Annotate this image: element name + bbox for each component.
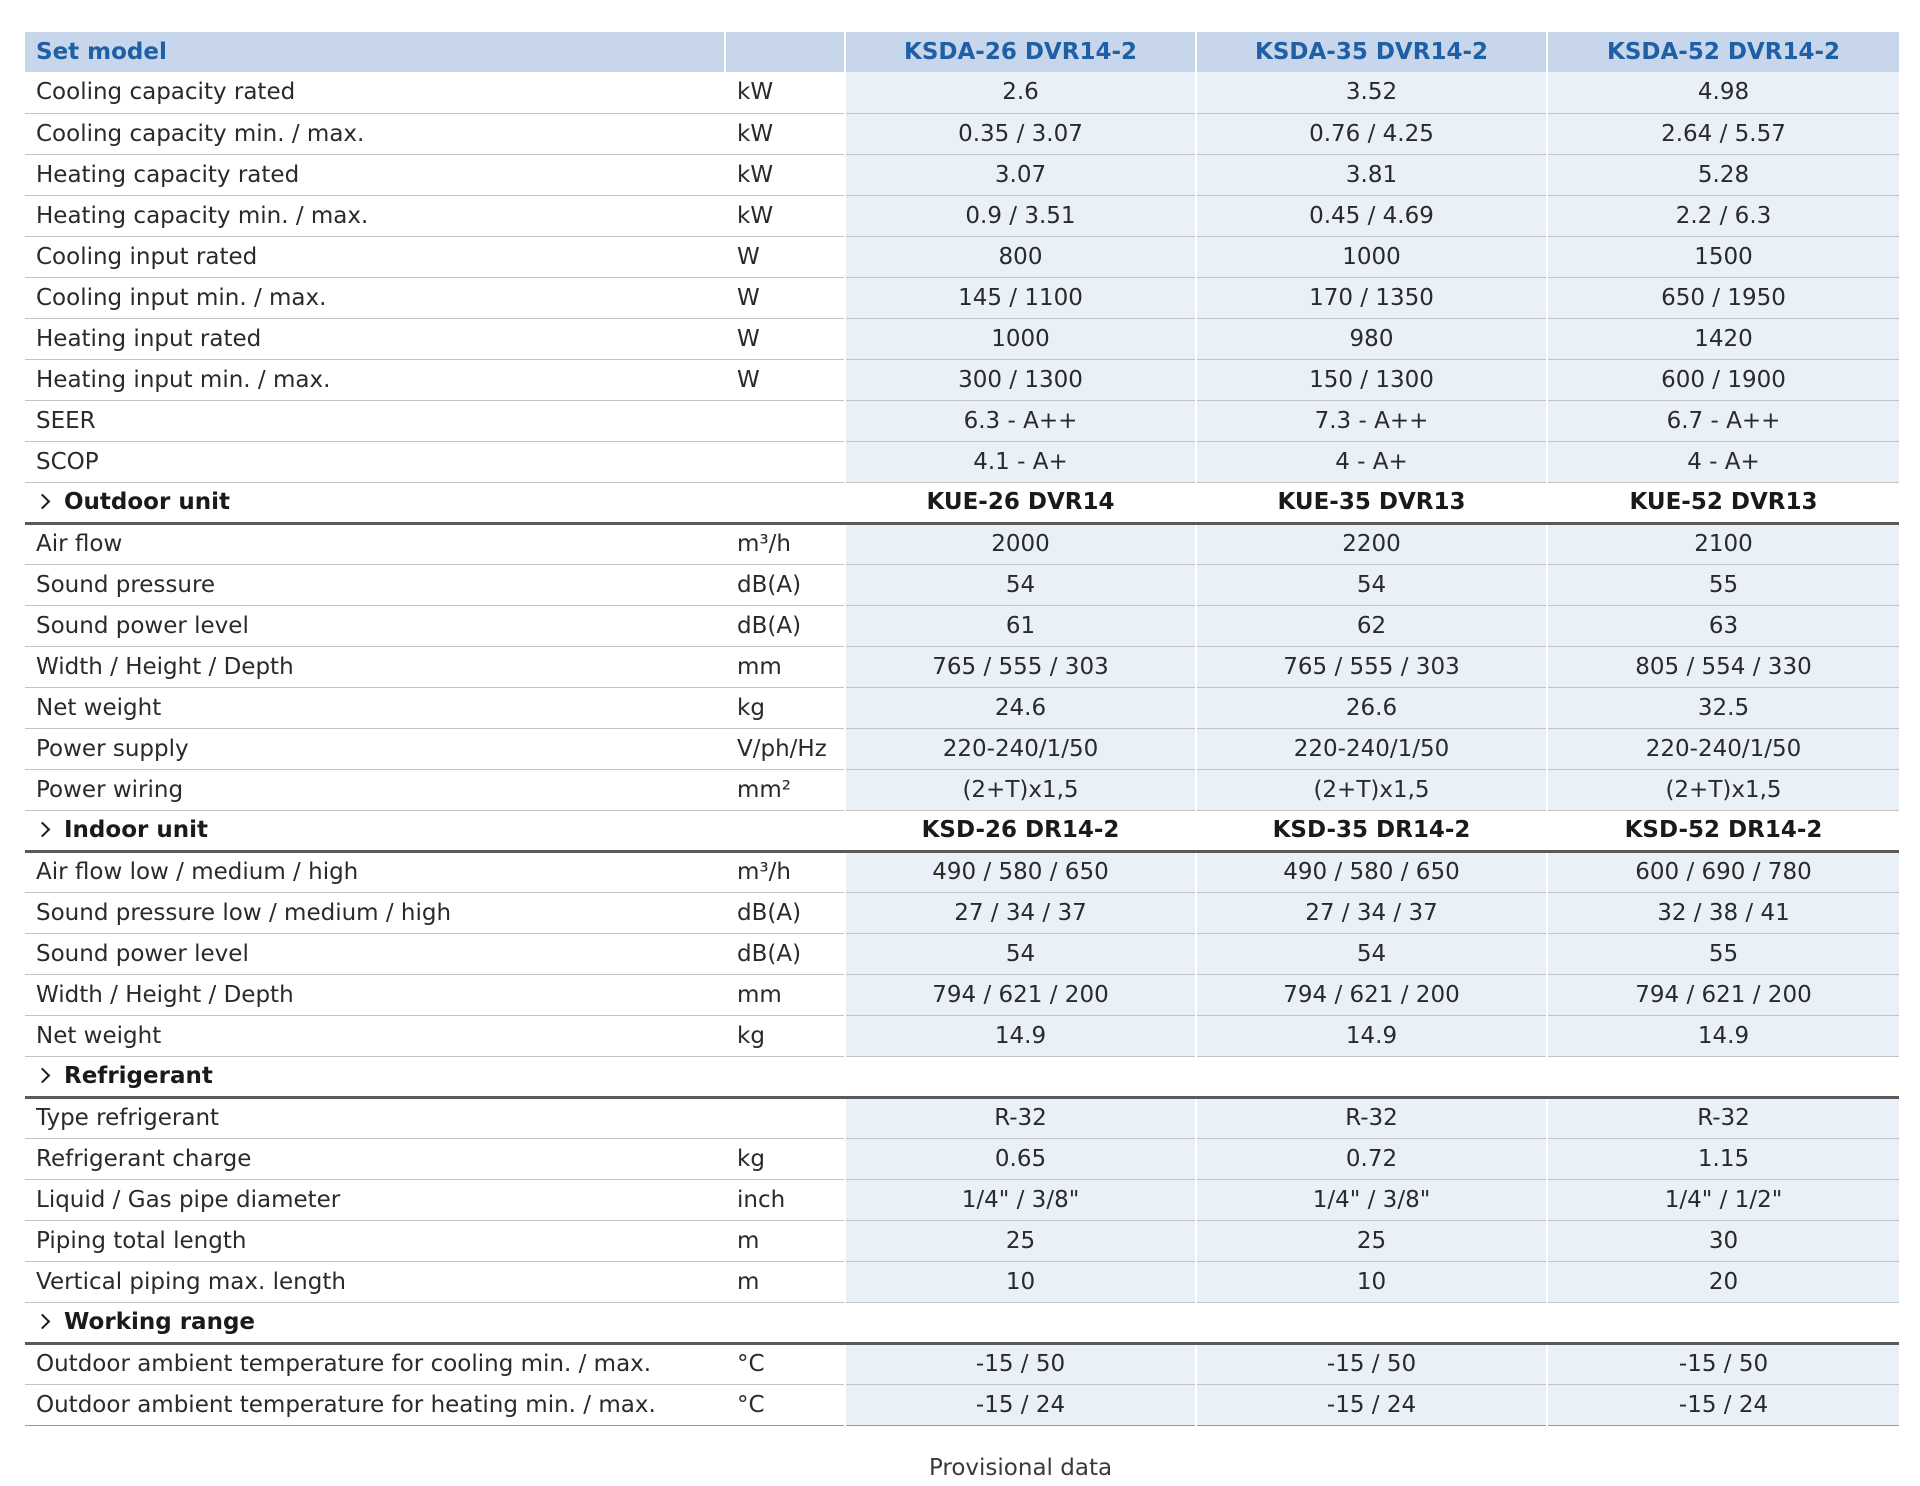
- header-row: [25, 32, 1899, 72]
- value-cell: 600 / 1900: [1547, 359, 1899, 400]
- row-unit: W: [725, 359, 845, 400]
- value-cell: 27 / 34 / 37: [845, 892, 1196, 933]
- section-model-cell: KSD-35 DR14-2: [1196, 810, 1547, 851]
- section-model-cell: [845, 1302, 1196, 1343]
- row-label: Piping total length: [25, 1220, 725, 1261]
- row-unit: [725, 1097, 845, 1138]
- row-unit: kW: [725, 195, 845, 236]
- table-row: [25, 974, 1899, 1015]
- section-model-cell: [1547, 1056, 1899, 1097]
- value-cell: 0.72: [1196, 1138, 1547, 1179]
- table-row: [25, 154, 1899, 195]
- value-cell: 62: [1196, 605, 1547, 646]
- value-cell: 4 - A+: [1547, 441, 1899, 482]
- row-unit: kg: [725, 687, 845, 728]
- row-unit: m: [725, 1220, 845, 1261]
- value-cell: 220-240/1/50: [1547, 728, 1899, 769]
- section-title: [25, 1056, 725, 1097]
- row-label: Power wiring: [25, 769, 725, 810]
- row-unit: dB(A): [725, 605, 845, 646]
- row-unit: [725, 810, 845, 851]
- value-cell: 63: [1547, 605, 1899, 646]
- value-cell: 794 / 621 / 200: [1196, 974, 1547, 1015]
- table-row: [25, 236, 1899, 277]
- value-cell: 61: [845, 605, 1196, 646]
- row-label: Vertical piping max. length: [25, 1261, 725, 1302]
- section-title-text: Indoor unit: [64, 817, 208, 843]
- value-cell: 54: [845, 564, 1196, 605]
- value-cell: 26.6: [1196, 687, 1547, 728]
- row-label: Heating capacity min. / max.: [25, 195, 725, 236]
- table-row: [25, 1220, 1899, 1261]
- table-row: [25, 195, 1899, 236]
- value-cell: 765 / 555 / 303: [845, 646, 1196, 687]
- value-cell: 794 / 621 / 200: [1547, 974, 1899, 1015]
- spec-sheet: [25, 32, 1899, 1426]
- value-cell: 10: [845, 1261, 1196, 1302]
- value-cell: -15 / 24: [1547, 1384, 1899, 1425]
- row-label: Width / Height / Depth: [25, 974, 725, 1015]
- value-cell: 0.45 / 4.69: [1196, 195, 1547, 236]
- header-unit: [725, 32, 845, 72]
- section-model-cell: KSD-26 DR14-2: [845, 810, 1196, 851]
- table-row: [25, 400, 1899, 441]
- value-cell: 2.2 / 6.3: [1547, 195, 1899, 236]
- section-title-text: Outdoor unit: [64, 489, 230, 515]
- row-label: Sound power level: [25, 605, 725, 646]
- value-cell: 3.81: [1196, 154, 1547, 195]
- table-row: [25, 72, 1899, 113]
- row-unit: W: [725, 318, 845, 359]
- row-unit: dB(A): [725, 892, 845, 933]
- value-cell: 6.7 - A++: [1547, 400, 1899, 441]
- table-row: [25, 892, 1899, 933]
- row-unit: [725, 1056, 845, 1097]
- value-cell: R-32: [845, 1097, 1196, 1138]
- value-cell: 170 / 1350: [1196, 277, 1547, 318]
- value-cell: 5.28: [1547, 154, 1899, 195]
- value-cell: 980: [1196, 318, 1547, 359]
- table-row: [25, 1138, 1899, 1179]
- table-row: [25, 1179, 1899, 1220]
- row-label: Liquid / Gas pipe diameter: [25, 1179, 725, 1220]
- value-cell: 55: [1547, 933, 1899, 974]
- value-cell: 27 / 34 / 37: [1196, 892, 1547, 933]
- row-label: Sound power level: [25, 933, 725, 974]
- value-cell: -15 / 24: [845, 1384, 1196, 1425]
- row-unit: [725, 482, 845, 523]
- value-cell: 1420: [1547, 318, 1899, 359]
- row-unit: mm: [725, 646, 845, 687]
- value-cell: 6.3 - A++: [845, 400, 1196, 441]
- table-row: [25, 318, 1899, 359]
- table-row: [25, 359, 1899, 400]
- spec-table: [25, 32, 1899, 1426]
- value-cell: 1/4" / 3/8": [1196, 1179, 1547, 1220]
- section-model-cell: [1196, 1302, 1547, 1343]
- value-cell: 4.1 - A+: [845, 441, 1196, 482]
- table-row: [25, 687, 1899, 728]
- row-unit: V/ph/Hz: [725, 728, 845, 769]
- header-model-1: KSDA-26 DVR14-2: [845, 32, 1196, 72]
- row-label: SCOP: [25, 441, 725, 482]
- row-label: Outdoor ambient temperature for heating min. / max.: [25, 1384, 725, 1425]
- section-title: [25, 810, 725, 851]
- value-cell: 490 / 580 / 650: [845, 851, 1196, 892]
- value-cell: 10: [1196, 1261, 1547, 1302]
- table-row: [25, 605, 1899, 646]
- value-cell: 145 / 1100: [845, 277, 1196, 318]
- table-row: [25, 1343, 1899, 1384]
- table-row: [25, 728, 1899, 769]
- footnote: Provisional data: [928, 1455, 1113, 1481]
- row-unit: [725, 1302, 845, 1343]
- value-cell: 24.6: [845, 687, 1196, 728]
- row-unit: m: [725, 1261, 845, 1302]
- chevron-right-icon: [35, 1314, 51, 1330]
- section-model-cell: [1547, 1302, 1899, 1343]
- row-label: Air flow low / medium / high: [25, 851, 725, 892]
- section-model-cell: [845, 1056, 1196, 1097]
- value-cell: 0.35 / 3.07: [845, 113, 1196, 154]
- section-model-cell: KUE-26 DVR14: [845, 482, 1196, 523]
- row-unit: °C: [725, 1343, 845, 1384]
- section-title-text: Refrigerant: [64, 1063, 213, 1089]
- row-label: Refrigerant charge: [25, 1138, 725, 1179]
- table-row: [25, 1384, 1899, 1425]
- row-label: Power supply: [25, 728, 725, 769]
- value-cell: 220-240/1/50: [845, 728, 1196, 769]
- value-cell: 4.98: [1547, 72, 1899, 113]
- value-cell: (2+T)x1,5: [1547, 769, 1899, 810]
- value-cell: 3.07: [845, 154, 1196, 195]
- section-title-text: Working range: [64, 1309, 256, 1335]
- value-cell: 2000: [845, 523, 1196, 564]
- value-cell: 2.64 / 5.57: [1547, 113, 1899, 154]
- table-row: [25, 441, 1899, 482]
- value-cell: 1.15: [1547, 1138, 1899, 1179]
- table-row: [25, 1261, 1899, 1302]
- row-unit: kW: [725, 113, 845, 154]
- value-cell: 765 / 555 / 303: [1196, 646, 1547, 687]
- table-row: [25, 851, 1899, 892]
- value-cell: 0.9 / 3.51: [845, 195, 1196, 236]
- value-cell: 490 / 580 / 650: [1196, 851, 1547, 892]
- value-cell: 54: [1196, 564, 1547, 605]
- value-cell: 2100: [1547, 523, 1899, 564]
- row-unit: inch: [725, 1179, 845, 1220]
- value-cell: 1000: [845, 318, 1196, 359]
- row-unit: [725, 441, 845, 482]
- value-cell: -15 / 50: [1196, 1343, 1547, 1384]
- value-cell: 7.3 - A++: [1196, 400, 1547, 441]
- table-row: [25, 277, 1899, 318]
- value-cell: 14.9: [845, 1015, 1196, 1056]
- section-header-row: [25, 810, 1899, 851]
- row-unit: mm²: [725, 769, 845, 810]
- section-title: [25, 482, 725, 523]
- chevron-right-icon: [35, 822, 51, 838]
- row-label: Heating input rated: [25, 318, 725, 359]
- section-header-row: [25, 1056, 1899, 1097]
- row-label: Heating capacity rated: [25, 154, 725, 195]
- row-label: SEER: [25, 400, 725, 441]
- section-model-cell: KUE-35 DVR13: [1196, 482, 1547, 523]
- row-label: Outdoor ambient temperature for cooling min. / max.: [25, 1343, 725, 1384]
- row-label: Cooling input rated: [25, 236, 725, 277]
- value-cell: 14.9: [1196, 1015, 1547, 1056]
- value-cell: 600 / 690 / 780: [1547, 851, 1899, 892]
- value-cell: 0.65: [845, 1138, 1196, 1179]
- value-cell: 150 / 1300: [1196, 359, 1547, 400]
- value-cell: 805 / 554 / 330: [1547, 646, 1899, 687]
- row-unit: m³/h: [725, 851, 845, 892]
- row-label: Type refrigerant: [25, 1097, 725, 1138]
- value-cell: 25: [845, 1220, 1196, 1261]
- row-label: Net weight: [25, 687, 725, 728]
- value-cell: 1500: [1547, 236, 1899, 277]
- value-cell: 54: [845, 933, 1196, 974]
- table-row: [25, 646, 1899, 687]
- value-cell: -15 / 24: [1196, 1384, 1547, 1425]
- row-label: Cooling capacity rated: [25, 72, 725, 113]
- value-cell: -15 / 50: [1547, 1343, 1899, 1384]
- value-cell: 54: [1196, 933, 1547, 974]
- value-cell: 1/4" / 3/8": [845, 1179, 1196, 1220]
- section-model-cell: [1196, 1056, 1547, 1097]
- row-unit: kW: [725, 72, 845, 113]
- value-cell: 4 - A+: [1196, 441, 1547, 482]
- row-label: Net weight: [25, 1015, 725, 1056]
- row-label: Cooling input min. / max.: [25, 277, 725, 318]
- header-set-model: Set model: [25, 32, 725, 72]
- value-cell: 794 / 621 / 200: [845, 974, 1196, 1015]
- chevron-right-icon: [35, 1068, 51, 1084]
- row-label: Air flow: [25, 523, 725, 564]
- table-row: [25, 769, 1899, 810]
- value-cell: 20: [1547, 1261, 1899, 1302]
- row-unit: °C: [725, 1384, 845, 1425]
- value-cell: -15 / 50: [845, 1343, 1196, 1384]
- value-cell: 1000: [1196, 236, 1547, 277]
- row-unit: m³/h: [725, 523, 845, 564]
- spec-table-body: [25, 72, 1899, 1425]
- section-model-cell: KUE-52 DVR13: [1547, 482, 1899, 523]
- row-label: Cooling capacity min. / max.: [25, 113, 725, 154]
- value-cell: 25: [1196, 1220, 1547, 1261]
- value-cell: 32.5: [1547, 687, 1899, 728]
- value-cell: 0.76 / 4.25: [1196, 113, 1547, 154]
- row-label: Sound pressure low / medium / high: [25, 892, 725, 933]
- value-cell: (2+T)x1,5: [845, 769, 1196, 810]
- row-unit: W: [725, 236, 845, 277]
- table-row: [25, 1015, 1899, 1056]
- row-unit: kW: [725, 154, 845, 195]
- row-unit: dB(A): [725, 933, 845, 974]
- row-label: Heating input min. / max.: [25, 359, 725, 400]
- header-model-3: KSDA-52 DVR14-2: [1547, 32, 1899, 72]
- value-cell: 2200: [1196, 523, 1547, 564]
- value-cell: 300 / 1300: [845, 359, 1196, 400]
- value-cell: (2+T)x1,5: [1196, 769, 1547, 810]
- row-unit: kg: [725, 1138, 845, 1179]
- row-unit: kg: [725, 1015, 845, 1056]
- value-cell: 1/4" / 1/2": [1547, 1179, 1899, 1220]
- chevron-right-icon: [35, 494, 51, 510]
- section-header-row: [25, 482, 1899, 523]
- row-unit: mm: [725, 974, 845, 1015]
- value-cell: 14.9: [1547, 1015, 1899, 1056]
- table-row: [25, 113, 1899, 154]
- value-cell: R-32: [1196, 1097, 1547, 1138]
- value-cell: 55: [1547, 564, 1899, 605]
- row-label: Width / Height / Depth: [25, 646, 725, 687]
- section-model-cell: KSD-52 DR14-2: [1547, 810, 1899, 851]
- row-unit: W: [725, 277, 845, 318]
- value-cell: 3.52: [1196, 72, 1547, 113]
- row-unit: dB(A): [725, 564, 845, 605]
- header-model-2: KSDA-35 DVR14-2: [1196, 32, 1547, 72]
- value-cell: 220-240/1/50: [1196, 728, 1547, 769]
- value-cell: 32 / 38 / 41: [1547, 892, 1899, 933]
- section-header-row: [25, 1302, 1899, 1343]
- value-cell: 30: [1547, 1220, 1899, 1261]
- table-row: [25, 1097, 1899, 1138]
- row-label: Sound pressure: [25, 564, 725, 605]
- row-unit: [725, 400, 845, 441]
- section-title: [25, 1302, 725, 1343]
- value-cell: R-32: [1547, 1097, 1899, 1138]
- table-row: [25, 564, 1899, 605]
- value-cell: 2.6: [845, 72, 1196, 113]
- value-cell: 650 / 1950: [1547, 277, 1899, 318]
- table-row: [25, 523, 1899, 564]
- value-cell: 800: [845, 236, 1196, 277]
- table-row: [25, 933, 1899, 974]
